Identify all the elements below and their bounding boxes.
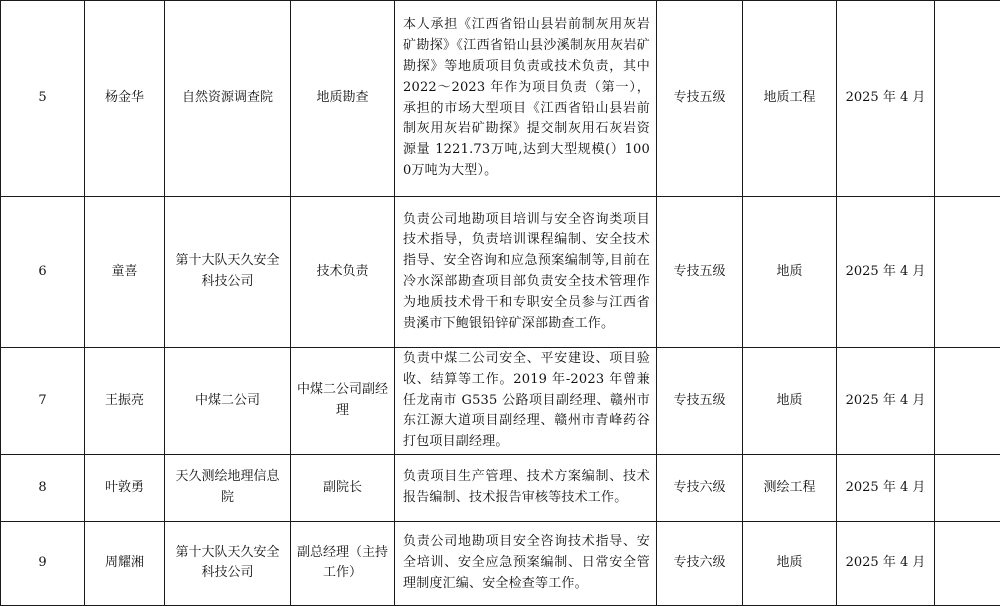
row-index-cell: 7 xyxy=(1,348,85,455)
title-level-cell: 专技六级 xyxy=(657,521,743,605)
position-cell: 地质勘查 xyxy=(291,1,395,197)
position-cell: 技术负责 xyxy=(291,197,395,348)
specialty-cell: 地质 xyxy=(743,521,837,605)
date-cell: 2025 年 4 月 xyxy=(837,454,935,521)
specialty-cell: 地质 xyxy=(743,197,837,348)
title-level-cell: 专技五级 xyxy=(657,348,743,455)
position-cell: 副总经理（主持工作） xyxy=(291,521,395,605)
position-cell: 副院长 xyxy=(291,454,395,521)
table-row xyxy=(1,521,1000,605)
date-cell: 2025 年 4 月 xyxy=(837,521,935,605)
title-level-cell: 专技五级 xyxy=(657,1,743,197)
title-level-cell: 专技六级 xyxy=(657,454,743,521)
unit-cell: 中煤二公司 xyxy=(165,348,291,455)
name-cell: 杨金华 xyxy=(85,1,165,197)
row-index-cell: 8 xyxy=(1,454,85,521)
date-cell: 2025 年 4 月 xyxy=(837,1,935,197)
name-cell: 童喜 xyxy=(85,197,165,348)
table-row xyxy=(1,454,1000,521)
name-cell: 周耀湘 xyxy=(85,521,165,605)
description-cell: 负责公司地勘项目培训与安全咨询类项目技术指导，负责培训课程编制、安全技术指导、安全咨询和应急预案编制等,目前在冷水深部勘查项目部负责安全技术管理作为地质技术骨干和专职安全员参与江西省贵溪市下鲍银铅锌矿深部勘查工作。 xyxy=(395,197,657,348)
specialty-cell: 地质工程 xyxy=(743,1,837,197)
row-index-cell: 5 xyxy=(1,1,85,197)
remark-cell xyxy=(935,1,1000,197)
table-row xyxy=(1,348,1000,455)
unit-cell: 天久测绘地理信息院 xyxy=(165,454,291,521)
date-cell: 2025 年 4 月 xyxy=(837,197,935,348)
description-cell: 负责公司地勘项目安全咨询技术指导、安全培训、安全应急预案编制、日常安全管理制度汇编、安全检查等工作。 xyxy=(395,521,657,605)
row-index-cell: 6 xyxy=(1,197,85,348)
title-level-cell: 专技五级 xyxy=(657,197,743,348)
name-cell: 叶敦勇 xyxy=(85,454,165,521)
date-cell: 2025 年 4 月 xyxy=(837,348,935,455)
description-cell: 负责中煤二公司安全、平安建设、项目验收、结算等工作。2019 年-2023 年曾兼任龙南市 G535 公路项目副经理、赣州市东江源大道项目副经理、赣州市青峰药谷打包项目副经理。 xyxy=(395,348,657,455)
remark-cell xyxy=(935,348,1000,455)
row-index-cell: 9 xyxy=(1,521,85,605)
specialty-cell: 测绘工程 xyxy=(743,454,837,521)
remark-cell xyxy=(935,454,1000,521)
position-cell: 中煤二公司副经理 xyxy=(291,348,395,455)
unit-cell: 第十大队天久安全科技公司 xyxy=(165,197,291,348)
specialty-cell: 地质 xyxy=(743,348,837,455)
description-cell: 本人承担《江西省铅山县岩前制灰用灰岩矿勘探》《江西省铅山县沙溪制灰用灰岩矿勘探》等地质项目负责或技术负责，其中 2022～2023 年作为项目负责（第一），承担的市场大型项目《江西省铅山县岩前制灰用灰岩矿勘探》提交制灰用石灰岩资源量 1221.73万吨,达到大型规模(）1000万吨为大型）。 xyxy=(395,1,657,197)
table-row xyxy=(1,197,1000,348)
unit-cell: 自然资源调查院 xyxy=(165,1,291,197)
remark-cell xyxy=(935,521,1000,605)
description-cell: 负责项目生产管理、技术方案编制、技术报告编制、技术报告审核等技术工作。 xyxy=(395,454,657,521)
unit-cell: 第十大队天久安全科技公司 xyxy=(165,521,291,605)
remark-cell xyxy=(935,197,1000,348)
name-cell: 王振亮 xyxy=(85,348,165,455)
table-row xyxy=(1,1,1000,197)
